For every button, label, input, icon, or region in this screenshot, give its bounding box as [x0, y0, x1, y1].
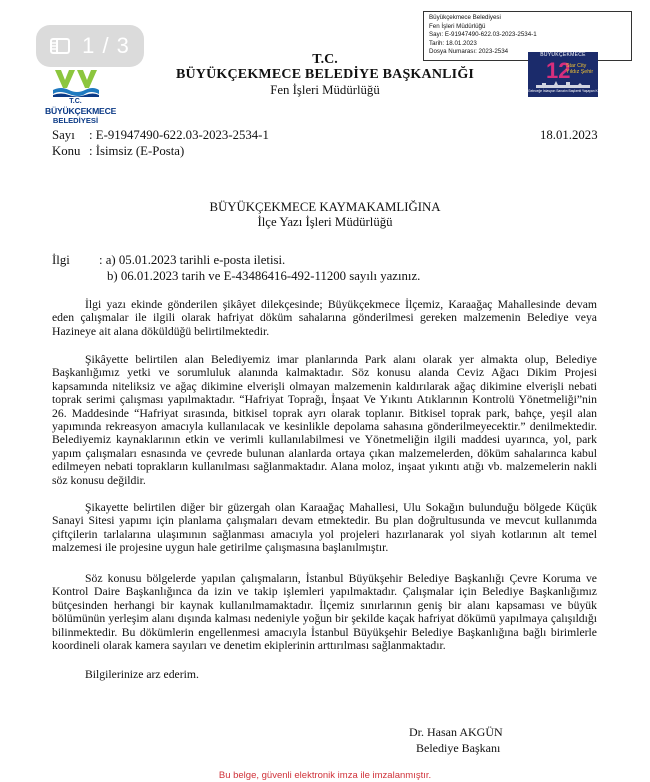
ilgi-a: : a) 05.01.2023 tarihli e-posta iletisi. — [99, 253, 286, 267]
emblem-top-text: BÜYÜKÇEKMECE — [540, 52, 586, 58]
body-paragraph-4 — [52, 572, 597, 652]
konu-label: Konu — [52, 144, 81, 158]
signer-title: Belediye Başkanı — [416, 741, 501, 755]
emblem-number: 12 — [546, 58, 571, 83]
body-paragraph-2 — [52, 353, 597, 487]
body-paragraph-3 — [52, 501, 597, 555]
paragraph-text: Şikâyette belirtilen alan Belediyemiz imar planlarında Park alanı olarak yer almakta olup, Belediye Başkanlığımız yetki ve sorumluluk alanında kalmaktadır. Söz konusu alanda Ceviz Ağacı Dikim Projesi kapsamında niteliksiz ve ağaç dikimine elverişli olmayan malzemenin kaldırılarak ağaç dikimine elverişli nebati toprak serimi çalışması yapılmaktadır. “Hafriyat Toprağı, İnşaat Ve Yıkıntı Atıklarının Kontrolü Yönetmeliği”nin 26. Maddesinde “Hafriyat sırasında, bitkisel toprak ayrı olarak toplanır. Bitkisel toprak park, bahçe, yeşil alan yapımında rekreasyon amacıyla kullanılacak ve kesinlikle depolama sahasına gönderilmeyecektir.” denilmektedir. Belediyemiz kaynaklarının etkin ve verimli kullanılabilmesi ve Yönetmeliğin ilgili maddesi uyarınca, yol, park yapım çalışmaları esnasında ve çevrede bulunan alanlarda ortaya çıkan malzemelerden, döküm sahalarınca kabul edilmeyen nebati toprakların kullanılması sağlanmaktadır. Alana moloz, inşaat yıkıntı atığı vb. malzemelerin nakli söz konusu değildir. — [52, 353, 597, 487]
meta-line: Fen İşleri Müdürlüğü — [429, 22, 486, 30]
logo-name-text: BÜYÜKÇEKMECE — [45, 106, 117, 116]
meta-line: Büyükçekmece Belediyesi — [429, 14, 501, 21]
page-counter-text: 1 / 3 — [82, 33, 130, 58]
addressee-line-1: BÜYÜKÇEKMECE KAYMAKAMLIĞINA — [209, 200, 441, 214]
ilgi-b: b) 06.01.2023 tarih ve E-43486416-492-11200 sayılı yazınız. — [107, 269, 421, 283]
konu-value: : İsimsiz (E-Posta) — [89, 144, 185, 158]
paragraph-text: İlgi yazı ekinde gönderilen şikâyet dilekçesinde; Büyükçekmece İlçemiz, Karaağaç Mahallesinde devam eden çalışmalar ile ilgili olarak hafriyat döküm sahalarına gönderilmesi gereken malzemenin Belediye veya Hazineye ait alana döküldüğü belirtilmektedir. — [52, 298, 597, 338]
header-tc: T.C. — [312, 52, 338, 67]
document-date: 18.01.2023 — [540, 128, 598, 142]
body-paragraph-1 — [52, 298, 597, 338]
meta-line: Sayı: E-91947490-622.03-2023-2534-1 — [429, 31, 537, 39]
department-name: Fen İşleri Müdürlüğü — [270, 83, 380, 97]
paragraph-text: Söz konusu bölgelerde yapılan çalışmaların, İstanbul Büyükşehir Belediye Başkanlığı Çevre Koruma ve Kontrol Daire Başkanlığınca da izin ve takip işlemleri yapılmaktadır. Çalışmalar için Belediye Başkanlığımız bütçesinden herhangi bir kaynak kullanılmamaktadır. İlçemiz sınırlarının geniş bir alanı kapsaması ve büyük bölümünün yerleşim alanı dışında kalması nedeniyle yoğun bir şekilde kaçak hafriyat dökümü yapılmaya çalışıldığı bilinmektedir. Bu dökümlerin engellenmesi amacıyla İstanbul Büyükşehir Belediye Başkanlığına bağlı birimlerle koordineli olarak kamera sayıları ve denetim ekiplerinin arttırılması sağlanmaktadır. — [52, 572, 597, 653]
e-signature-notice: Bu belge, güvenli elektronik imza ile imzalanmıştır. — [218, 770, 432, 781]
meta-line: Dosya Numarası: 2023-2534 — [429, 48, 509, 56]
closing-line — [52, 668, 597, 681]
logo-tc-text: T.C. — [69, 98, 82, 105]
paragraph-text: Şikayette belirtilen diğer bir güzergah olan Karaağaç Mahallesi, Ulu Sokağın bulunduğu bölgede Küçük Sanayi Sitesi yapımı için planlama çalışmaları devam etmektedir. Bu plan doğrultusunda ve mevcut kullanımda çiftçilerin tarlalarına ulaşımının sağlanması amacıyla yol projeleri hazırlanarak yol siyah kotlarının alt temel malzemesi ile projesine uygun hale getirilme çalışmasına başlanılmıştır. — [52, 501, 597, 555]
emblem-sub1: Star City — [566, 63, 587, 69]
institution-name: BÜYÜKÇEKMECE BELEDİYE BAŞKANLIĞI — [175, 67, 475, 82]
meta-line: Tarih: 18.01.2023 — [429, 39, 477, 47]
signer-name: Dr. Hasan AKGÜN — [409, 725, 503, 739]
logo-sub-text: BELEDİYESİ — [52, 116, 99, 125]
sayi-label: Sayı — [52, 128, 75, 142]
emblem-bottom-text: Geleceğe İstasyon Sanatın Başkenti Yaşayan Kültürler — [528, 89, 608, 93]
sayi-value: : E-91947490-622.03-2023-2534-1 — [89, 128, 269, 142]
addressee-line-2: İlçe Yazı İşleri Müdürlüğü — [257, 215, 393, 229]
ilgi-label: İlgi — [52, 253, 70, 267]
paragraph-text: Bilgilerinize arz ederim. — [85, 668, 199, 681]
emblem-sub2: Yıldız Şehir — [566, 69, 594, 75]
